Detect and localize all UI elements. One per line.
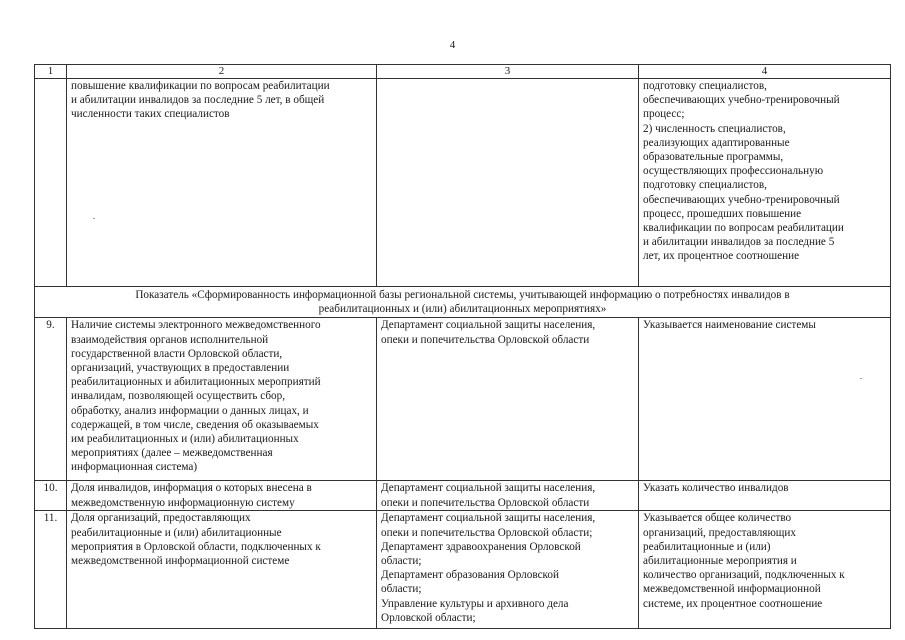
method-text: Указывается общее количество организаций, предоставляющих реабилитационные и (или) абилитационные мероприятия и количество организаций, подключенных к межведомственной информационной системе, их процентное соотношение — [643, 512, 845, 610]
header-col-2: 2 — [67, 65, 377, 79]
table-row — [35, 318, 891, 481]
section-heading-row — [35, 287, 891, 318]
indicator-cell — [67, 318, 377, 481]
header-col-3: 3 — [377, 65, 639, 79]
responsible-text: Департамент социальной защиты населения, опеки и попечительства Орловской области — [381, 319, 596, 346]
row-number: 11. — [35, 511, 67, 629]
section-heading-text: Показатель «Сформированность информационной базы региональной системы, учитывающей информацию о потребностях инвалидов в реабилитационных и (или) абилитационных мероприятиях» — [135, 289, 790, 316]
method-text: Указывается наименование системы — [643, 319, 816, 332]
table-row — [35, 481, 891, 511]
indicators-table — [34, 64, 891, 629]
header-col-4: 4 — [639, 65, 891, 79]
indicator-cell — [67, 511, 377, 629]
method-cell — [639, 511, 891, 629]
row-number: 10. — [35, 481, 67, 511]
table-row — [35, 511, 891, 629]
method-text: Указать количество инвалидов — [643, 482, 789, 495]
responsible-text: Департамент социальной защиты населения, опеки и попечительства Орловской области — [381, 482, 596, 509]
responsible-cell — [377, 481, 639, 511]
indicator-text: Доля инвалидов, информация о которых внесена в межведомственную информационную систему — [71, 482, 312, 509]
responsible-cell — [377, 318, 639, 481]
table-header-row — [35, 65, 891, 79]
indicator-text: повышение квалификации по вопросам реабилитации и абилитации инвалидов за последние 5 лет, в общей численности таких специалистов — [71, 80, 330, 121]
page-number: 4 — [449, 39, 456, 51]
indicator-text: Доля организаций, предоставляющих реабилитационные и (или) абилитационные мероприятия в Орловской области, подключенных к межведомственной информационной системе — [71, 512, 321, 568]
responsible-cell — [377, 79, 639, 287]
table-row-continued — [35, 79, 891, 287]
header-col-1: 1 — [35, 65, 67, 79]
indicator-text: Наличие системы электронного межведомственного взаимодействия органов исполнительной государственной власти Орловской области, организаций, участвующих в предоставлении реабилитационных и абилитационных мероприятий инвалидам, позволяющей осуществить сбор, обработку, анализ информации о данных лицах, и содержащей, в том числе, сведения об оказываемых им реабилитационных и (или) абилитационных мероприятиях (далее – межведомственная информационная система) — [71, 319, 321, 474]
responsible-cell — [377, 511, 639, 629]
scan-speck — [860, 378, 862, 379]
method-cell — [639, 481, 891, 511]
row-number — [35, 79, 67, 287]
method-cell — [639, 318, 891, 481]
responsible-text: Департамент социальной защиты населения, опеки и попечительства Орловской области; Департамент здравоохранения Орловской области; Департамент образования Орловской области; Управление культуры и архивного дела Орловской области; — [381, 512, 596, 624]
row-number: 9. — [35, 318, 67, 481]
scan-speck — [93, 218, 95, 219]
indicator-cell — [67, 481, 377, 511]
section-heading — [35, 287, 891, 318]
method-text: подготовку специалистов, обеспечивающих учебно-тренировочный процесс; 2) численность специалистов, реализующих адаптированные образовательные программы, осуществляющих профессиональную подготовку специалистов, обеспечивающих учебно-тренировочный процесс, прошедших повышение квалификации по вопросам реабилитации и абилитации инвалидов за последние 5 лет, их процентное соотношение — [643, 80, 844, 263]
method-cell — [639, 79, 891, 287]
indicator-cell — [67, 79, 377, 287]
